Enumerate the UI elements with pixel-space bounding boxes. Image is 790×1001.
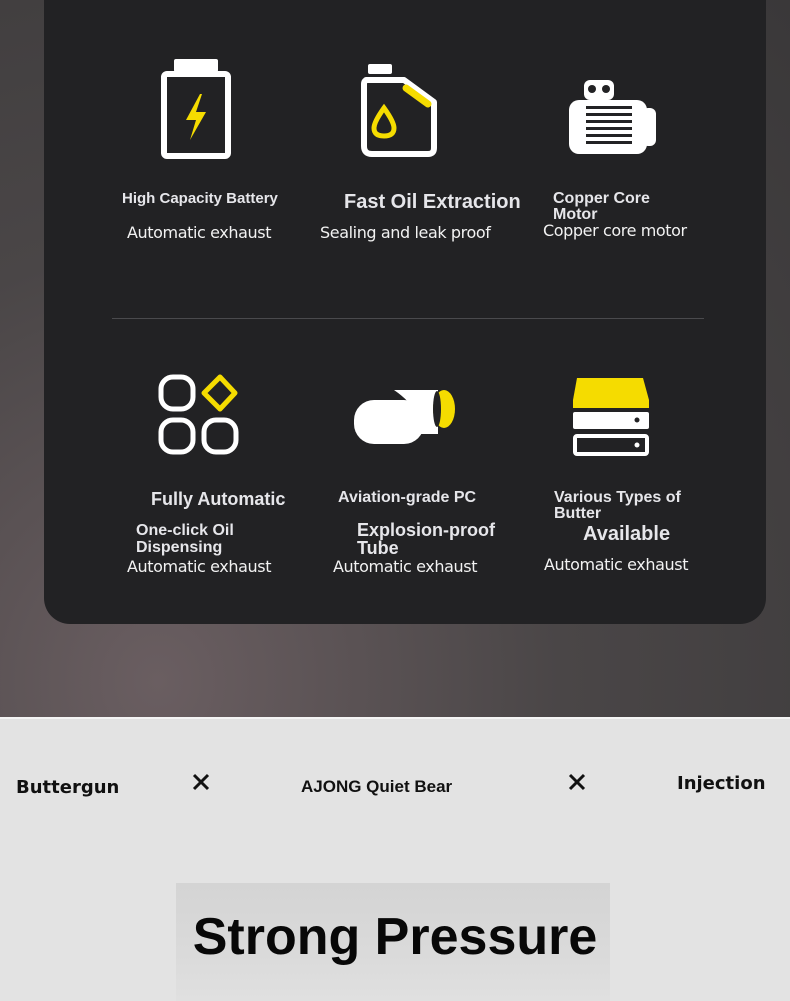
feature-title-aviation: Aviation-grade PC — [338, 489, 477, 506]
feature-title-automatic: Fully Automatic — [151, 489, 286, 509]
oil-can-icon — [360, 62, 440, 158]
headline: Strong Pressure — [192, 908, 598, 966]
feature-title2-butter: Available — [583, 523, 671, 545]
feature-title2-aviation: Explosion-proof Tube — [357, 520, 495, 558]
feature-subtitle-butter: Automatic exhaust — [544, 555, 689, 574]
feature-subtitle-oil: Sealing and leak proof — [320, 223, 491, 242]
feature-title-motor: Copper Core Motor — [553, 190, 650, 223]
brand-injection: Injection — [677, 773, 766, 794]
feature-title-butter: Various Types of Butter — [554, 489, 681, 522]
close-icon — [568, 773, 586, 791]
feature-subtitle-motor: Copper core motor — [543, 221, 687, 240]
section-divider — [112, 318, 704, 319]
collab-section — [0, 717, 790, 1001]
butter-stack-icon — [571, 378, 651, 456]
tube-icon — [354, 388, 456, 446]
battery-icon — [160, 58, 232, 160]
brand-ajong: AJONG Quiet Bear — [301, 777, 453, 796]
feature-title-oil: Fast Oil Extraction — [344, 191, 521, 213]
feature-title2-automatic: One-click Oil Dispensing — [136, 522, 234, 556]
brand-buttergun: Buttergun — [16, 777, 120, 798]
feature-subtitle-aviation: Automatic exhaust — [333, 557, 478, 576]
feature-subtitle-automatic: Automatic exhaust — [127, 557, 272, 576]
feature-title-battery: High Capacity Battery — [122, 190, 278, 207]
app-grid-icon — [158, 374, 240, 456]
feature-subtitle-battery: Automatic exhaust — [127, 223, 272, 242]
motor-icon — [568, 78, 658, 156]
section-edge — [0, 717, 790, 719]
close-icon — [192, 773, 210, 791]
